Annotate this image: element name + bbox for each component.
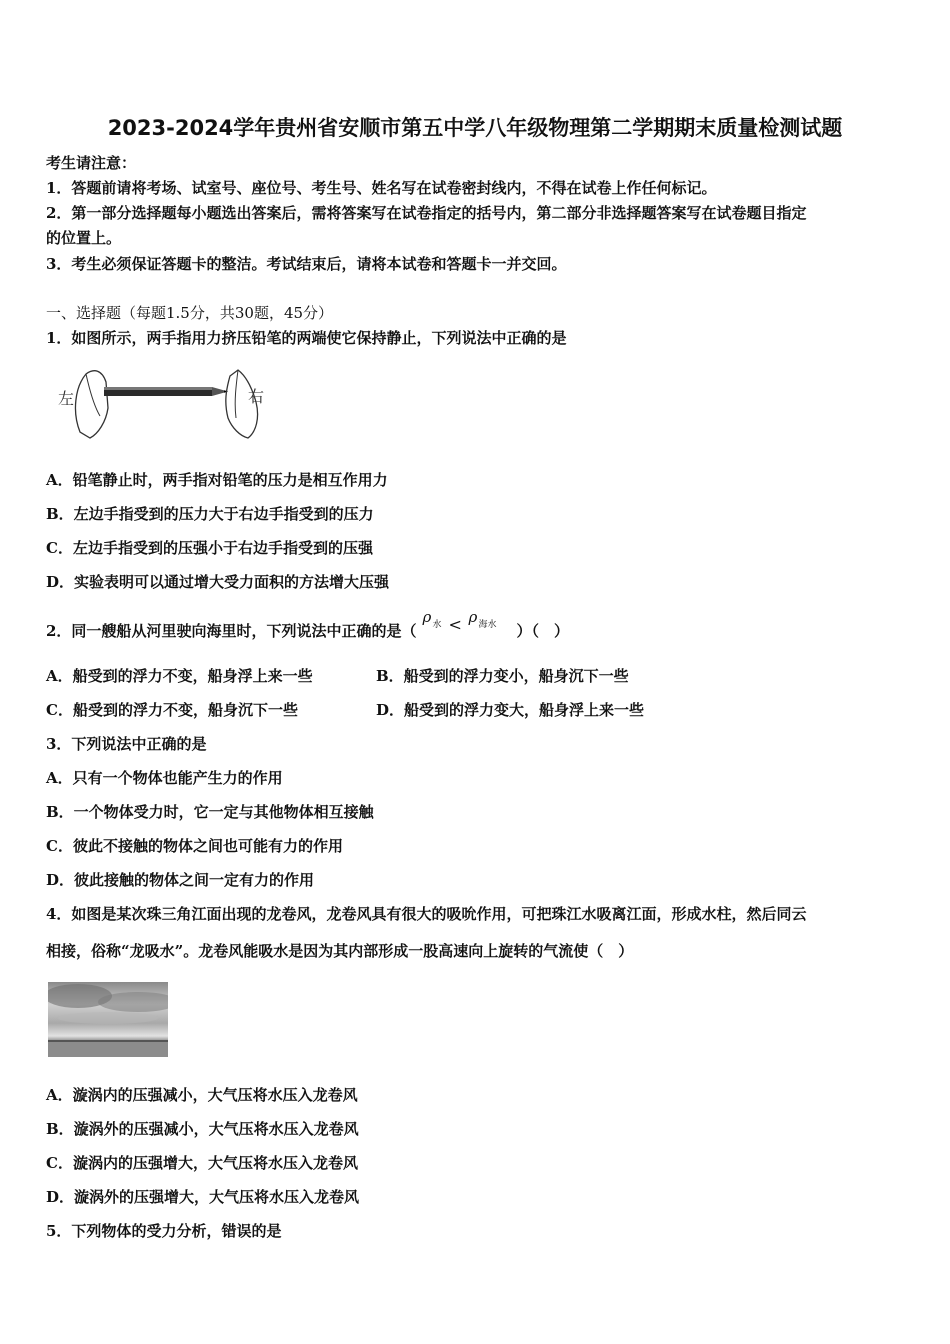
q3-option-d: D．彼此接触的物体之间一定有力的作用 (46, 871, 315, 889)
page-title: 2023-2024学年贵州省安顺市第五中学八年级物理第二学期期末质量检测试题 (107, 116, 843, 140)
q4-option-d: D．漩涡外的压强增大，大气压将水压入龙卷风 (46, 1188, 360, 1206)
q3-stem: 3．下列说法中正确的是 (46, 735, 207, 753)
q1-stem: 1．如图所示，两手指用力挤压铅笔的两端使它保持静止，下列说法中正确的是 (46, 329, 567, 347)
pencil-figure (50, 362, 275, 442)
q4-option-b: B．漩涡外的压强减小，大气压将水压入龙卷风 (46, 1120, 359, 1138)
sub-sea: 海水 (478, 620, 497, 630)
q4-stem-line-2: 相接，俗称“龙吸水”。龙卷风能吸水是因为其内部形成一股高速向上旋转的气流使（ ） (46, 942, 634, 960)
fig-left-label: 左 (58, 389, 75, 408)
q4-option-c: C．漩涡内的压强增大，大气压将水压入龙卷风 (46, 1154, 358, 1172)
q1-option-a: A．铅笔静止时，两手指对铅笔的压力是相互作用力 (46, 471, 388, 489)
fig-right-label: 右 (248, 387, 265, 406)
q2-stem-tail: ）（ ） (516, 622, 569, 640)
q3-option-b: B．一个物体受力时，它一定与其他物体相互接触 (46, 803, 374, 821)
q1-option-b: B．左边手指受到的压力大于右边手指受到的压力 (46, 505, 374, 523)
notice-item-2: 2．第一部分选择题每小题选出答案后，需将答案写在试卷指定的括号内，第二部分非选择题答案写在试卷题目指定 (46, 204, 807, 222)
sub-water: 水 (432, 620, 442, 630)
q3-option-a: A．只有一个物体也能产生力的作用 (46, 769, 283, 787)
section-heading: 一、选择题（每题1.5分，共30题，45分） (46, 304, 334, 322)
q2-option-a: A．船受到的浮力不变，船身浮上来一些 (46, 667, 313, 685)
q1-option-d: D．实验表明可以通过增大受力面积的方法增大压强 (46, 573, 390, 591)
q3-option-c: C．彼此不接触的物体之间也可能有力的作用 (46, 837, 343, 855)
q2-option-d: D．船受到的浮力变大，船身浮上来一些 (376, 701, 645, 719)
notice-item-3: 3．考生必须保证答题卡的整洁。考试结束后，请将本试卷和答题卡一并交回。 (46, 255, 567, 273)
notice-heading: 考生请注意： (46, 154, 137, 172)
tornado-photo (48, 982, 168, 1057)
rho-water: ρ (422, 608, 432, 626)
notice-item-2-cont: 的位置上。 (46, 229, 122, 247)
q2-stem-text: 2．同一艘船从河里驶向海里时，下列说法中正确的是（ (46, 622, 417, 640)
less-than: < (448, 615, 462, 634)
q1-option-c: C．左边手指受到的压强小于右边手指受到的压强 (46, 539, 373, 557)
notice-item-1: 1．答题前请将考场、试室号、座位号、考生号、姓名写在试卷密封线内，不得在试卷上作任何标记。 (46, 179, 717, 197)
q2-option-b: B．船受到的浮力变小，船身沉下一些 (376, 667, 629, 685)
q5-stem: 5．下列物体的受力分析，错误的是 (46, 1222, 282, 1240)
q4-stem-line-1: 4．如图是某次珠三角江面出现的龙卷风，龙卷风具有很大的吸吮作用，可把珠江水吸离江面，形成水柱，然后同云 (46, 905, 807, 923)
q4-option-a: A．漩涡内的压强减小，大气压将水压入龙卷风 (46, 1086, 358, 1104)
q2-stem (46, 608, 569, 641)
density-formula (416, 608, 516, 636)
q2-option-c: C．船受到的浮力不变，船身沉下一些 (46, 701, 298, 719)
rho-sea: ρ (468, 608, 478, 626)
